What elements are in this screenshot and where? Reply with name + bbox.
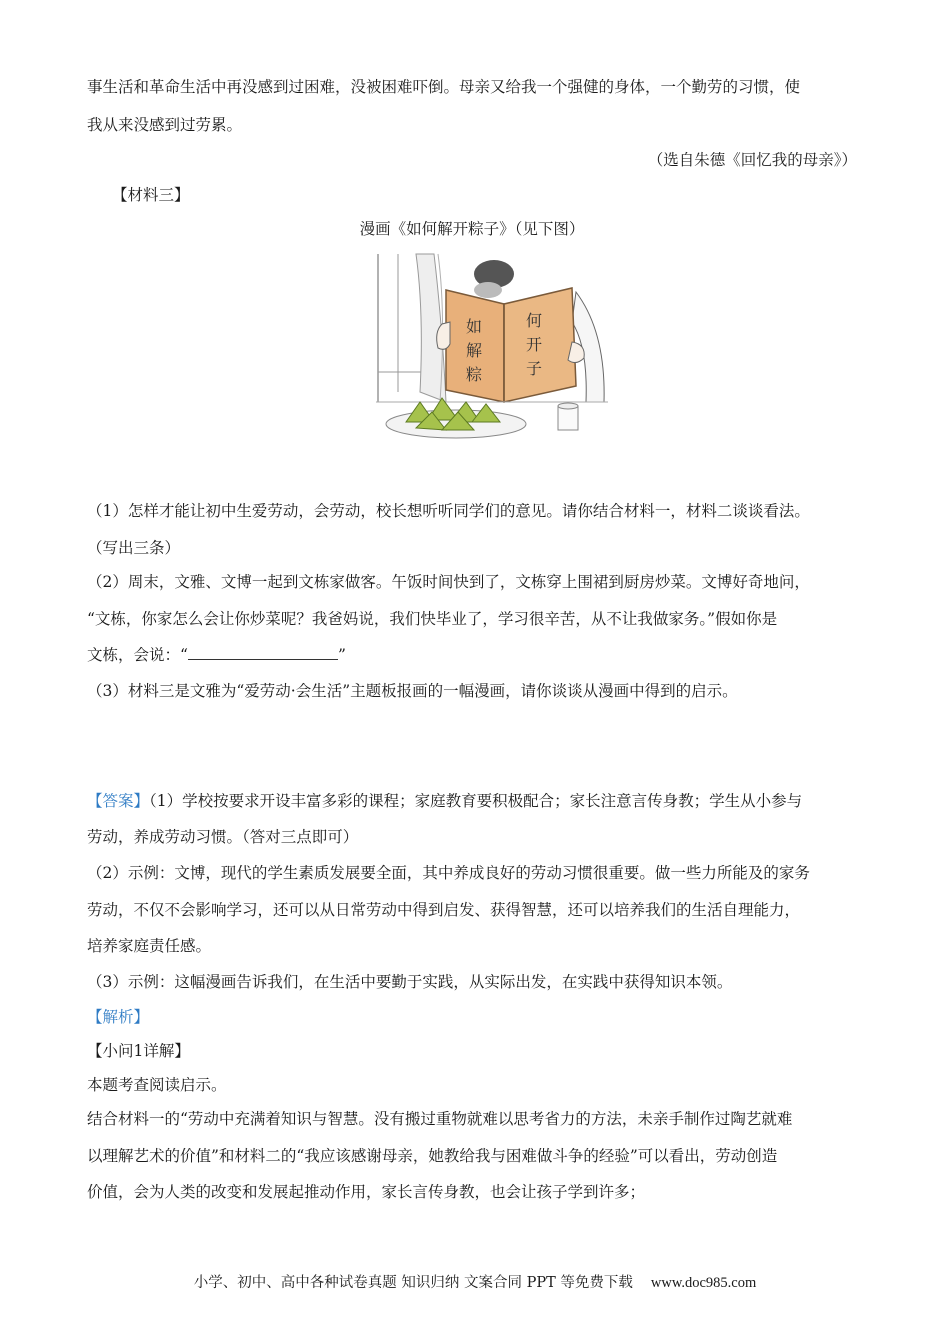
answer-tag: 【答案】 xyxy=(87,792,150,810)
material2-line-1: 事生活和革命生活中再没感到过困难，没被困难吓倒。母亲又给我一个强健的身体，一个勤劳的习惯，使 xyxy=(87,78,801,96)
analysis-paragraph-2-line-3: 价值，会为人类的改变和发展起推动作用，家长言传身教，也会让孩子学到许多； xyxy=(87,1183,646,1201)
analysis-paragraph-2-line-1: 结合材料一的“劳动中充满着知识与智慧。没有搬过重物就难以思考省力的方法，未亲手制作过陶艺就难 xyxy=(87,1110,793,1128)
answer-2-line-1: （2）示例：文博，现代的学生素质发展要全面，其中养成良好的劳动习惯很重要。做一些力所能及的家务 xyxy=(87,864,810,882)
answer-2-line-2: 劳动，不仅不会影响学习，还可以从日常劳动中得到启发、获得智慧，还可以培养我们的生活自理能力， xyxy=(87,901,801,919)
material2-source: （选自朱德《回忆我的母亲》） xyxy=(647,151,857,169)
answer-line-1 xyxy=(87,790,867,812)
answer-1-text: （1）学校按要求开设丰富多彩的课程；家庭教育要积极配合；家长注意言传身教；学生从小参与 xyxy=(149,792,803,810)
comic-illustration xyxy=(376,252,608,444)
analysis-paragraph-1: 本题考查阅读启示。 xyxy=(87,1076,227,1094)
analysis-tag: 【解析】 xyxy=(87,1008,150,1026)
material2-line-2: 我从来没感到过劳累。 xyxy=(87,116,243,134)
question-2-suffix: ” xyxy=(337,646,346,664)
question-2-line-1: （2）周末，文雅、文博一起到文栋家做客。午饭时间快到了，文栋穿上围裙到厨房炒菜。文博好奇地问， xyxy=(87,573,810,591)
analysis-paragraph-2-line-2: 以理解艺术的价值”和材料二的“我应该感谢母亲，她教给我与困难做斗争的经验”可以看出，劳动创造 xyxy=(87,1147,778,1165)
book-title-char-1: 如 xyxy=(466,317,483,336)
footer-url[interactable]: www.doc985.com xyxy=(650,1275,757,1291)
question-3-line-1: （3）材料三是文雅为“爱劳动·会生活”主题板报画的一幅漫画，请你谈谈从漫画中得到的启示。 xyxy=(87,682,738,700)
page-footer xyxy=(0,1271,950,1292)
comic-caption: 漫画《如何解开粽子》（见下图） xyxy=(359,220,585,238)
book-title-char-5: 粽 xyxy=(466,365,483,384)
answer-3-line-1: （3）示例：这幅漫画告诉我们，在生活中要勤于实践，从实际出发，在实践中获得知识本领。 xyxy=(87,973,733,991)
footer-text: 小学、初中、高中各种试卷真题 知识归纳 文案合同 PPT 等免费下载 xyxy=(193,1275,633,1291)
material3-heading: 【材料三】 xyxy=(112,186,190,204)
answer-2-line-3: 培养家庭责任感。 xyxy=(87,937,212,955)
book-title-char-2: 何 xyxy=(526,311,543,330)
question-1-line-1: （1）怎样才能让初中生爱劳动，会劳动，校长想听听同学们的意见。请你结合材料一，材料二谈谈看法。 xyxy=(87,502,810,520)
question-2-line-3 xyxy=(87,644,867,666)
answer-1-line-2: 劳动，养成劳动习惯。（答对三点即可） xyxy=(87,828,359,846)
book-title-char-6: 子 xyxy=(526,359,543,378)
question-2-prefix: 文栋，会说：“ xyxy=(87,646,188,664)
analysis-sub-heading: 【小问1详解】 xyxy=(87,1042,190,1060)
book-title-char-3: 解 xyxy=(466,341,483,360)
question-1-line-2: （写出三条） xyxy=(87,539,181,557)
book-title-char-4: 开 xyxy=(526,335,543,354)
answer-blank xyxy=(188,645,338,660)
question-2-line-2: “文栋，你家怎么会让你炒菜呢？我爸妈说，我们快毕业了，学习很辛苦，从不让我做家务。”假如你是 xyxy=(87,610,778,628)
